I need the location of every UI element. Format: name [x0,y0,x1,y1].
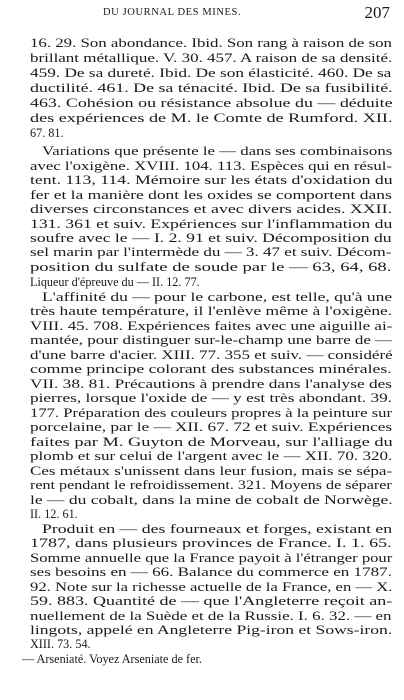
text-line: faites par M. Guyton de Morveau, sur l'alliage du [30,435,393,449]
text-line: 67. 81. [30,126,64,140]
text-line: avec l'oxigène. XVIII. 104. 113. Espèces qui en résul- [30,159,393,173]
text-line: Somme annuelle que la France payoit à l'étranger pour [30,551,393,565]
text-line: Ces métaux s'unissent dans leur fusion, mais se sépa- [30,464,393,478]
text-line: 177. Préparation des couleurs propres à la peinture sur [30,406,392,420]
text-line: 92. Note sur la richesse actuelle de la France, en — X. [30,580,393,594]
text-line: soufre avec le — I. 2. 91 et suiv. Décomposition du [30,231,392,245]
text-line: 59. 883. Quantité de — que l'Angleterre reçoit an- [30,594,393,608]
text-line: nuellement de la Suède et de la Russie. I. 6. 32. — en [30,609,392,623]
text-line: VII. 38. 81. Précautions à prendre dans l'analyse des [30,377,393,391]
text-line: II. 12. 61. [30,507,78,521]
text-line: comme principe colorant des substances minérales. [30,362,392,376]
text-line: porcelaine, par le — XII. 67. 72 et suiv. Expériences [30,420,393,434]
text-line: plomb et sur celui de l'argent avec le — XII. 70. 320. [30,449,393,463]
text-line: L'affinité du — pour le carbone, est telle, qu'à une [42,290,393,304]
text-line: lingots, appelé en Angleterre Pig-iron et Sows-iron. [30,623,393,637]
text-line: 459. De sa dureté. Ibid. De son élasticité. 460. De sa [30,66,392,80]
text-line: des expériences de M. le Comte de Rumford. XII. [30,111,393,125]
text-line: le — du cobalt, dans la mine de cobalt de Norwège. [30,493,393,507]
text-line: 131. 361 et suiv. Expériences sur l'inflammation du [30,217,393,231]
text-line: rent pendant le refroidissement. 321. Moyens de séparer [30,478,392,492]
text-line: tent. 113, 114. Mémoire sur les états d'oxidation du [30,173,393,187]
text-line: mantée, pour distinguer sur-le-champ une barre de — [30,333,393,347]
page-number: 207 [364,3,390,22]
text-line: brillant métallique. V. 30. 457. A raison de sa densité. [30,51,393,65]
text-line: 16. 29. Son abondance. Ibid. Son rang à raison de son [30,36,392,50]
text-line: XIII. 73. 54. [30,637,91,651]
text-line: pierres, lorsque l'oxide de — y est très abondant. 39. [30,391,393,405]
text-line: — Arseniaté. Voyez Arseniate de fer. [22,652,202,666]
text-line: d'une barre d'acier. XIII. 77. 355 et suiv. — considéré [30,348,393,362]
text-line: ductilité. 461. De sa ténacité. Ibid. De sa fusibilité. [30,81,393,95]
text-line: position du sulfate de soude par le — 63, 64, 68. [30,260,392,274]
text-line: VIII. 45. 708. Expériences faites avec une aiguille ai- [30,319,393,333]
text-line: très haute température, il l'enlève même à l'oxigène. [30,304,393,318]
running-title: DU JOURNAL DES MINES. [103,7,242,18]
text-line: 463. Cohésion ou résistance absolue du — déduite [30,96,393,110]
text-line: Produit en — des fourneaux et forges, existant en [42,522,393,536]
text-line: ses besoins en — 66. Balance du commerce en 1787. [30,565,392,579]
text-line: Variations que présente le — dans ses combinaisons [42,144,393,158]
text-line: sel marin par l'intermède du — 3. 47 et suiv. Décom- [30,245,392,259]
text-line: 1787, dans plusieurs provinces de France. I. 1. 65. [30,536,392,550]
text-line: diverses circonstances et avec divers acides. XXII. [30,202,393,216]
text-line: Liqueur d'épreuve du — II. 12. 77. [30,275,200,289]
text-line: fer et la manière dont les oxides se comportent dans [30,188,392,202]
